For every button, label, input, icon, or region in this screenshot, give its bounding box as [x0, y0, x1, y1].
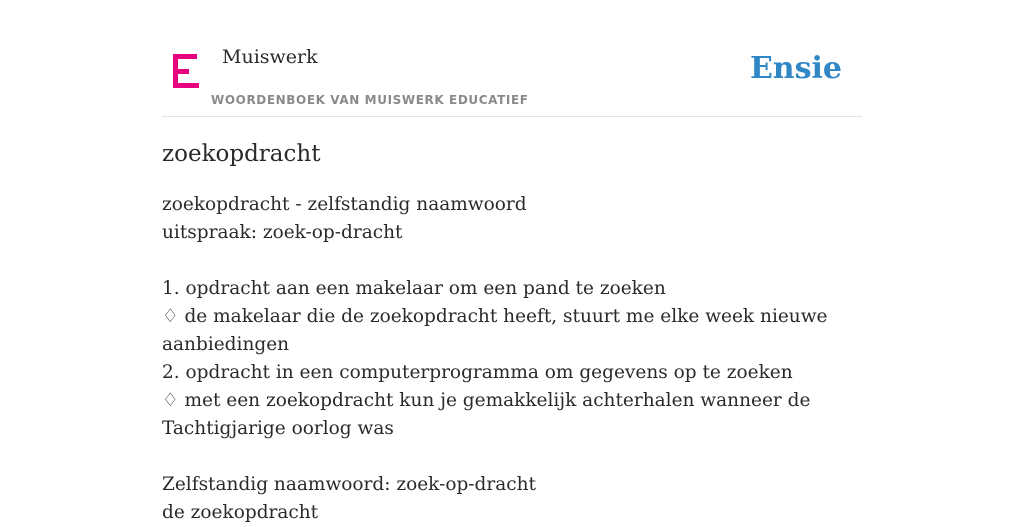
entry-spacer [162, 247, 802, 275]
entry-spacer [162, 443, 802, 471]
entry-line-pronunciation: uitspraak: zoek-op-dracht [162, 222, 403, 243]
entry-line-pos: zoekopdracht - zelfstandig naamwoord [162, 194, 527, 215]
entry-line-example-1-cont: aanbiedingen [162, 334, 290, 355]
entry-line-definition-2: 2. opdracht in een computerprogramma om gegevens op te zoeken [162, 362, 793, 383]
entry-body [162, 191, 828, 527]
entry-line-example-2: ♢ met een zoekopdracht kun je gemakkelijk achterhalen wanneer de [162, 390, 811, 411]
ensie-logo[interactable]: Ensie [749, 51, 842, 86]
site-subtitle: WOORDENBOEK VAN MUISWERK EDUCATIEF [211, 93, 529, 107]
entry-line-definition-1: 1. opdracht aan een makelaar om een pand te zoeken [162, 278, 666, 299]
entry-line-syllables: Zelfstandig naamwoord: zoek-op-dracht [162, 474, 536, 495]
site-header [162, 0, 862, 117]
entry-line-example-2-cont: Tachtigjarige oorlog was [162, 418, 394, 439]
entry-line-article: de zoekopdracht [162, 502, 319, 523]
entry-content [162, 138, 828, 527]
muiswerk-e-icon[interactable] [173, 54, 201, 88]
site-name[interactable]: Muiswerk [222, 46, 318, 68]
entry-line-example-1: ♢ de makelaar die de zoekopdracht heeft, stuurt me elke week nieuwe [162, 306, 828, 327]
entry-title: zoekopdracht [162, 141, 321, 167]
